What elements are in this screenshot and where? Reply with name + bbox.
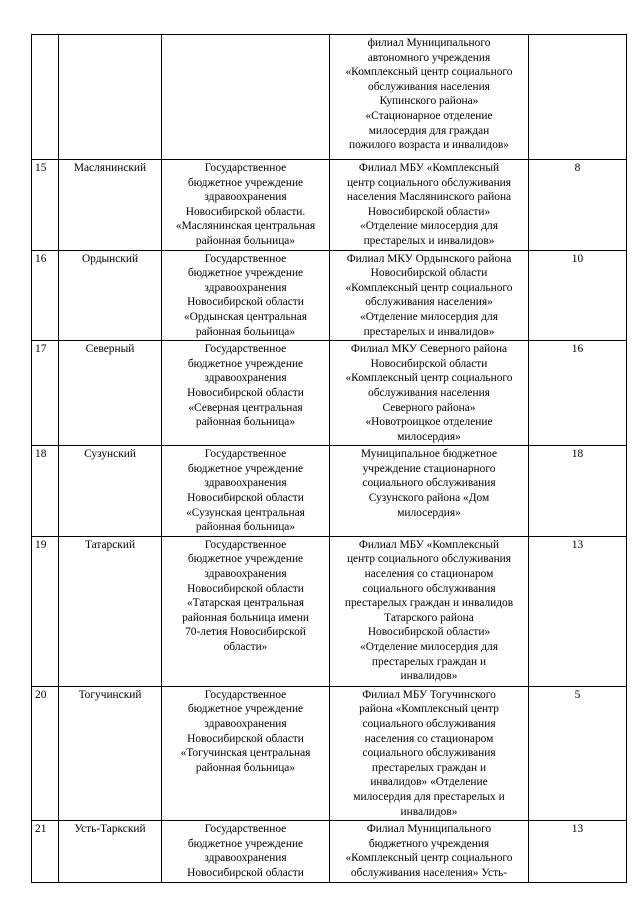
social-service-cell (330, 446, 529, 537)
social-service-text-line: инвалидов» (400, 805, 458, 818)
hospital-text-line: бюджетное учреждение (187, 553, 304, 566)
district-name: Татарский (84, 538, 136, 551)
hospital-text-line: здравоохранения (204, 568, 287, 581)
hospital-text-line: здравоохранения (204, 718, 287, 731)
hospital-text-line: Новосибирской области (187, 492, 304, 505)
social-service-text-line: «Отделение милосердия для (360, 641, 498, 653)
row-number: 18 (35, 448, 47, 461)
district-name: Сузунский (84, 448, 136, 461)
bed-count: 13 (571, 538, 584, 551)
hospital-text-line: «Татарская центральная (186, 597, 305, 610)
bed-count: 10 (571, 252, 584, 265)
hospital-text-line: Новосибирской области (187, 866, 304, 879)
count-cell (529, 341, 627, 446)
social-service-text-line: Филиал МКУ Ордынского района (346, 252, 512, 265)
bed-count: 13 (571, 823, 584, 836)
hospital-text-line: Государственное (204, 162, 287, 174)
table-row (32, 686, 627, 820)
social-service-cell (330, 35, 529, 160)
social-service-text-line: обслуживания населения (368, 386, 490, 399)
hospital-text-line: Новосибирской области. (185, 205, 306, 218)
hospital-cell (162, 536, 330, 686)
hospital-text-line: Новосибирской области (187, 386, 304, 399)
hospital-text-line: здравоохранения (204, 852, 287, 865)
hospital-text-line: здравоохранения (204, 281, 287, 294)
hospital-text-line: 70-летия Новосибирской (185, 626, 306, 639)
hospital-text-line: Государственное (204, 343, 287, 356)
social-service-text-line: милосердия» (397, 430, 461, 443)
hospital-text-line: Новосибирской области (187, 296, 304, 309)
row-number: 15 (35, 162, 47, 174)
hospital-cell (162, 160, 330, 251)
table-row (32, 821, 627, 883)
hospital-text-line: Новосибирской области (187, 582, 304, 595)
count-cell (529, 446, 627, 537)
hospital-text-line: Государственное (204, 448, 287, 461)
table-row (32, 250, 627, 341)
count-cell (529, 821, 627, 883)
social-service-cell (330, 341, 529, 446)
social-service-text-line: престарелых и инвалидов» (363, 234, 495, 247)
district-name: Тогучинский (78, 688, 142, 701)
social-service-text-line: филиал Муниципального (367, 37, 491, 49)
social-service-text-line: обслуживания населения» (365, 296, 493, 309)
social-service-text-line: Новосибирской области» (367, 626, 491, 639)
hospital-text-line: бюджетное учреждение (187, 462, 304, 475)
social-service-text-line: Филиал МБУ «Комплексный (358, 538, 500, 551)
social-service-text-line: престарелых и инвалидов» (363, 325, 495, 338)
social-service-text-line: престарелых граждан и (371, 761, 487, 774)
hospital-text-line: здравоохранения (204, 477, 287, 490)
social-service-text-line: центр социального обслуживания (346, 176, 512, 189)
row-number: 20 (35, 688, 47, 701)
district-name: Северный (85, 343, 135, 356)
hospital-text-line: здравоохранения (204, 191, 287, 204)
social-service-text-line: района «Комплексный центр (359, 703, 499, 716)
social-service-text-line: милосердия для престарелых и (353, 791, 505, 803)
count-cell (529, 686, 627, 820)
social-service-text-line: инвалидов» (400, 670, 458, 683)
social-service-cell (330, 536, 529, 686)
hospital-text-line: бюджетное учреждение (187, 703, 304, 716)
district-name: Маслянинский (73, 162, 147, 174)
count-cell (529, 536, 627, 686)
district-cell (59, 341, 162, 446)
district-cell (59, 446, 162, 537)
row-number-cell (32, 341, 59, 446)
social-service-text-line: Филиал МБУ «Комплексный (358, 162, 500, 174)
social-service-text-line: населения Маслянинского района (346, 191, 512, 204)
row-number-cell (32, 686, 59, 820)
social-service-text-line: обслуживания населения (368, 80, 490, 93)
social-service-text-line: «Комплексный центр социального (345, 281, 513, 294)
social-service-text-line: престарелых граждан и инвалидов (344, 597, 514, 610)
hospital-text-line: «Северная центральная (188, 401, 303, 414)
table-row (32, 341, 627, 446)
district-name: Ордынский (81, 252, 139, 265)
social-service-cell (330, 250, 529, 341)
hospital-text-line: бюджетное учреждение (187, 837, 304, 850)
row-number: 19 (35, 538, 47, 551)
row-number-cell (32, 446, 59, 537)
hospital-text-line: «Тогучинская центральная (180, 747, 311, 760)
social-service-text-line: «Стационарное отделение (365, 109, 493, 122)
row-number: 16 (35, 252, 47, 265)
hospital-text-line: Государственное (204, 538, 287, 551)
row-number-cell (32, 160, 59, 251)
hospital-text-line: области» (223, 641, 268, 653)
district-cell (59, 35, 162, 160)
social-service-text-line: «Новотроицкое отделение (365, 416, 493, 429)
social-service-text-line: социального обслуживания (362, 718, 496, 731)
social-service-text-line: социального обслуживания (362, 747, 496, 760)
hospital-text-line: районная больница» (195, 761, 296, 774)
bed-count: 16 (571, 343, 584, 356)
hospital-text-line: Новосибирской области (187, 732, 304, 745)
district-cell (59, 821, 162, 883)
hospital-cell (162, 341, 330, 446)
hospital-cell (162, 686, 330, 820)
social-service-text-line: Новосибирской области (370, 267, 488, 280)
social-service-text-line: Муниципальное бюджетное (360, 448, 498, 461)
district-cell (59, 160, 162, 251)
social-service-text-line: населения со стационаром (364, 732, 494, 745)
hospital-text-line: Государственное (204, 688, 287, 701)
social-service-text-line: социального обслуживания (362, 477, 496, 490)
hospital-text-line: Государственное (204, 823, 287, 836)
social-service-text-line: Новосибирской области (370, 357, 488, 370)
social-service-text-line: Новосибирской области» (367, 205, 491, 218)
social-service-text-line: милосердия» (397, 506, 461, 519)
hospital-text-line: районная больница» (195, 521, 296, 534)
hospital-text-line: бюджетное учреждение (187, 357, 304, 370)
bed-count: 5 (574, 688, 581, 701)
row-number: 21 (35, 823, 47, 836)
district-name: Усть-Таркский (74, 823, 146, 836)
social-service-cell (330, 686, 529, 820)
social-service-text-line: пожилого возраста и инвалидов» (349, 139, 509, 152)
social-service-text-line: учреждение стационарного (362, 462, 496, 475)
social-service-text-line: «Комплексный центр социального (345, 66, 513, 79)
social-service-text-line: «Отделение милосердия для (360, 220, 498, 233)
hospital-cell (162, 821, 330, 883)
social-service-text-line: Филиал Муниципального (366, 823, 492, 836)
row-number-cell (32, 821, 59, 883)
social-service-text-line: центр социального обслуживания (346, 553, 512, 566)
row-number-cell (32, 250, 59, 341)
table-row (32, 35, 627, 160)
social-service-text-line: Сузунского района «Дом (368, 492, 490, 505)
social-service-text-line: обслуживания населения» Усть- (350, 866, 508, 879)
social-service-text-line: «Комплексный центр социального (345, 852, 513, 865)
hospital-text-line: здравоохранения (204, 372, 287, 385)
table-row (32, 536, 627, 686)
social-service-text-line: населения со стационаром (364, 568, 494, 581)
institutions-table (31, 34, 627, 883)
hospital-cell (162, 35, 330, 160)
social-service-cell (330, 160, 529, 251)
social-service-text-line: «Комплексный центр социального (345, 372, 513, 385)
district-cell (59, 686, 162, 820)
hospital-text-line: «Маслянинская центральная (175, 220, 316, 233)
hospital-text-line: «Ордынская центральная (183, 310, 308, 323)
district-cell (59, 536, 162, 686)
table-body (32, 35, 627, 883)
social-service-text-line: Северного района» (382, 401, 476, 414)
social-service-text-line: Филиал МКУ Северного района (350, 343, 508, 356)
social-service-text-line: социального обслуживания (362, 582, 496, 595)
count-cell (529, 160, 627, 251)
hospital-text-line: бюджетное учреждение (187, 176, 304, 189)
social-service-text-line: инвалидов» «Отделение (370, 776, 488, 789)
social-service-text-line: престарелых граждан и (371, 655, 487, 668)
hospital-text-line: районная больница» (195, 325, 296, 338)
hospital-text-line: районная больница имени (182, 611, 309, 624)
social-service-text-line: Татарского района (384, 611, 474, 624)
bed-count: 18 (571, 448, 584, 461)
table-row (32, 160, 627, 251)
social-service-cell (330, 821, 529, 883)
social-service-text-line: Купинского района» (379, 95, 479, 108)
hospital-text-line: районная больница» (195, 234, 296, 247)
social-service-text-line: милосердия для граждан (368, 124, 490, 137)
social-service-text-line: бюджетного учреждения (368, 837, 490, 850)
hospital-text-line: Государственное (204, 252, 287, 265)
social-service-text-line: автономного учреждения (367, 51, 491, 64)
row-number: 17 (35, 343, 47, 356)
row-number-cell (32, 536, 59, 686)
social-service-text-line: «Отделение милосердия для (360, 310, 498, 323)
table-row (32, 446, 627, 537)
hospital-text-line: «Сузунская центральная (186, 506, 305, 519)
count-cell (529, 35, 627, 160)
district-cell (59, 250, 162, 341)
hospital-text-line: районная больница» (195, 416, 296, 429)
bed-count: 8 (574, 162, 581, 174)
hospital-cell (162, 446, 330, 537)
hospital-text-line: бюджетное учреждение (187, 267, 304, 280)
row-number-cell (32, 35, 59, 160)
count-cell (529, 250, 627, 341)
social-service-text-line: Филиал МБУ Тогучинского (362, 688, 496, 701)
hospital-cell (162, 250, 330, 341)
